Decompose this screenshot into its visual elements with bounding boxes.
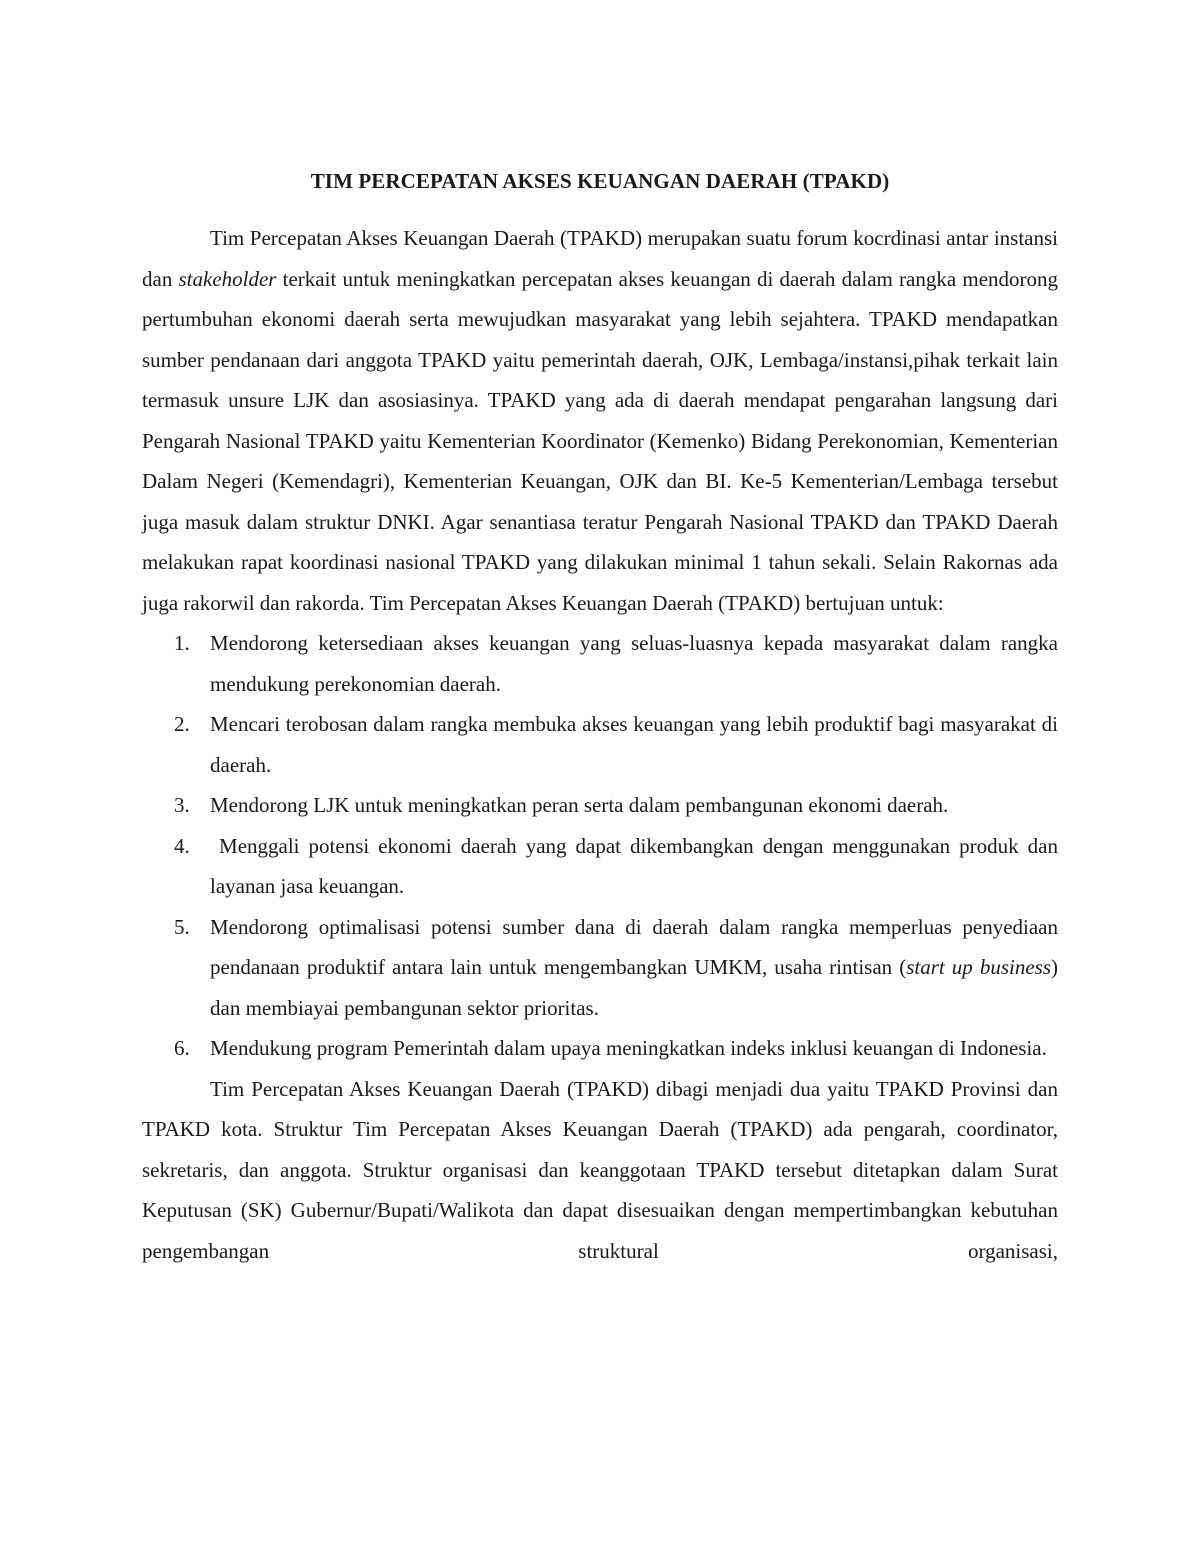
list-item (142, 907, 1058, 1029)
goals-list (142, 623, 1064, 1069)
list-item-text: Mendorong ketersediaan akses keuangan yang seluas-luasnya kepada masyarakat dalam rangka mendukung perekonomian daerah. (210, 631, 1058, 696)
list-item-text: Mencari terobosan dalam rangka membuka akses keuangan yang lebih produktif bagi masyarakat di daerah. (210, 712, 1058, 777)
list-item-text: Mendukung program Pemerintah dalam upaya meningkatkan indeks inklusi keuangan di Indonesia. (210, 1036, 1047, 1060)
list-item-number: 5. (174, 914, 190, 939)
list-item-number: 6. (174, 1036, 190, 1060)
intro-paragraph (142, 218, 1058, 623)
list-item-italic-term: start up business (906, 955, 1051, 979)
list-item (142, 826, 1064, 907)
list-item (142, 785, 1058, 826)
intro-italic-term: stakeholder (178, 266, 277, 291)
list-item (142, 704, 1058, 785)
list-item (142, 623, 1058, 704)
list-item-text-start: Mendorong optimalisasi potensi sumber dana di daerah dalam rangka memperluas penyediaan pendanaan produktif antara lain untuk mengembangkan UMKM, usaha rintisan ( (210, 914, 1058, 979)
list-item (142, 1028, 1058, 1069)
list-item-number: 3. (174, 793, 190, 817)
document-title: TIM PERCEPATAN AKSES KEUANGAN DAERAH (TPAKD) (310, 169, 890, 193)
intro-text-rest: terkait untuk meningkatkan percepatan akses keuangan di daerah dalam rangka mendorong pertumbuhan ekonomi daerah serta mewujudkan masyarakat yang lebih sejahtera. TPAKD mendapatkan sumber pendanaan dari anggota TPAKD yaitu pemerintah daerah, OJK, Lembaga/instansi,pihak terkait lain termasuk unsure LJK dan asosiasinya. TPAKD yang ada di daerah mendapat pengarahan langsung dari Pengarah Nasional TPAKD yaitu Kementerian Koordinator (Kemenko) Bidang Perekonomian, Kementerian Dalam Negeri (Kemendagri), Kementerian Keuangan, OJK dan BI. Ke-5 Kementerian/Lembaga tersebut juga masuk dalam struktur DNKI. Agar senantiasa teratur Pengarah Nasional TPAKD dan TPAKD Daerah melakukan rapat koordinasi nasional TPAKD yang dilakukan minimal 1 tahun sekali. Selain Rakornas ada juga rakorwil dan rakorda. Tim Percepatan Akses Keuangan Daerah (TPAKD) bertujuan untuk: (142, 266, 1059, 615)
list-item-text: Mendorong LJK untuk meningkatkan peran serta dalam pembangunan ekonomi daerah. (210, 793, 949, 817)
intro-text-start: Tim Percepatan Akses Keuangan Daerah (TPAKD) merupakan suatu forum kocrdinasi antar instansi dan (142, 226, 1058, 291)
list-item-text: Menggali potensi ekonomi daerah yang dapat dikembangkan dengan menggunakan produk dan layanan jasa keuangan. (210, 833, 1064, 898)
list-item-number: 2. (174, 712, 190, 736)
list-item-text-rest: ) dan membiayai pembangunan sektor prioritas. (210, 955, 1058, 1020)
closing-paragraph: Tim Percepatan Akses Keuangan Daerah (TPAKD) dibagi menjadi dua yaitu TPAKD Provinsi dan TPAKD kota. Struktur Tim Percepatan Akses Keuangan Daerah (TPAKD) ada pengarah, coordinator, sekretaris, dan anggota. Struktur organisasi dan keanggotaan TPAKD tersebut ditetapkan dalam Surat Keputusan (SK) Gubernur/Bupati/Walikota dan dapat disesuaikan dengan mempertimbangkan kebutuhan pengembangan struktural organisasi, (142, 1076, 1058, 1263)
document-page (142, 166, 1064, 1271)
list-item-number: 4. (174, 833, 190, 858)
list-item-number: 1. (174, 631, 190, 655)
